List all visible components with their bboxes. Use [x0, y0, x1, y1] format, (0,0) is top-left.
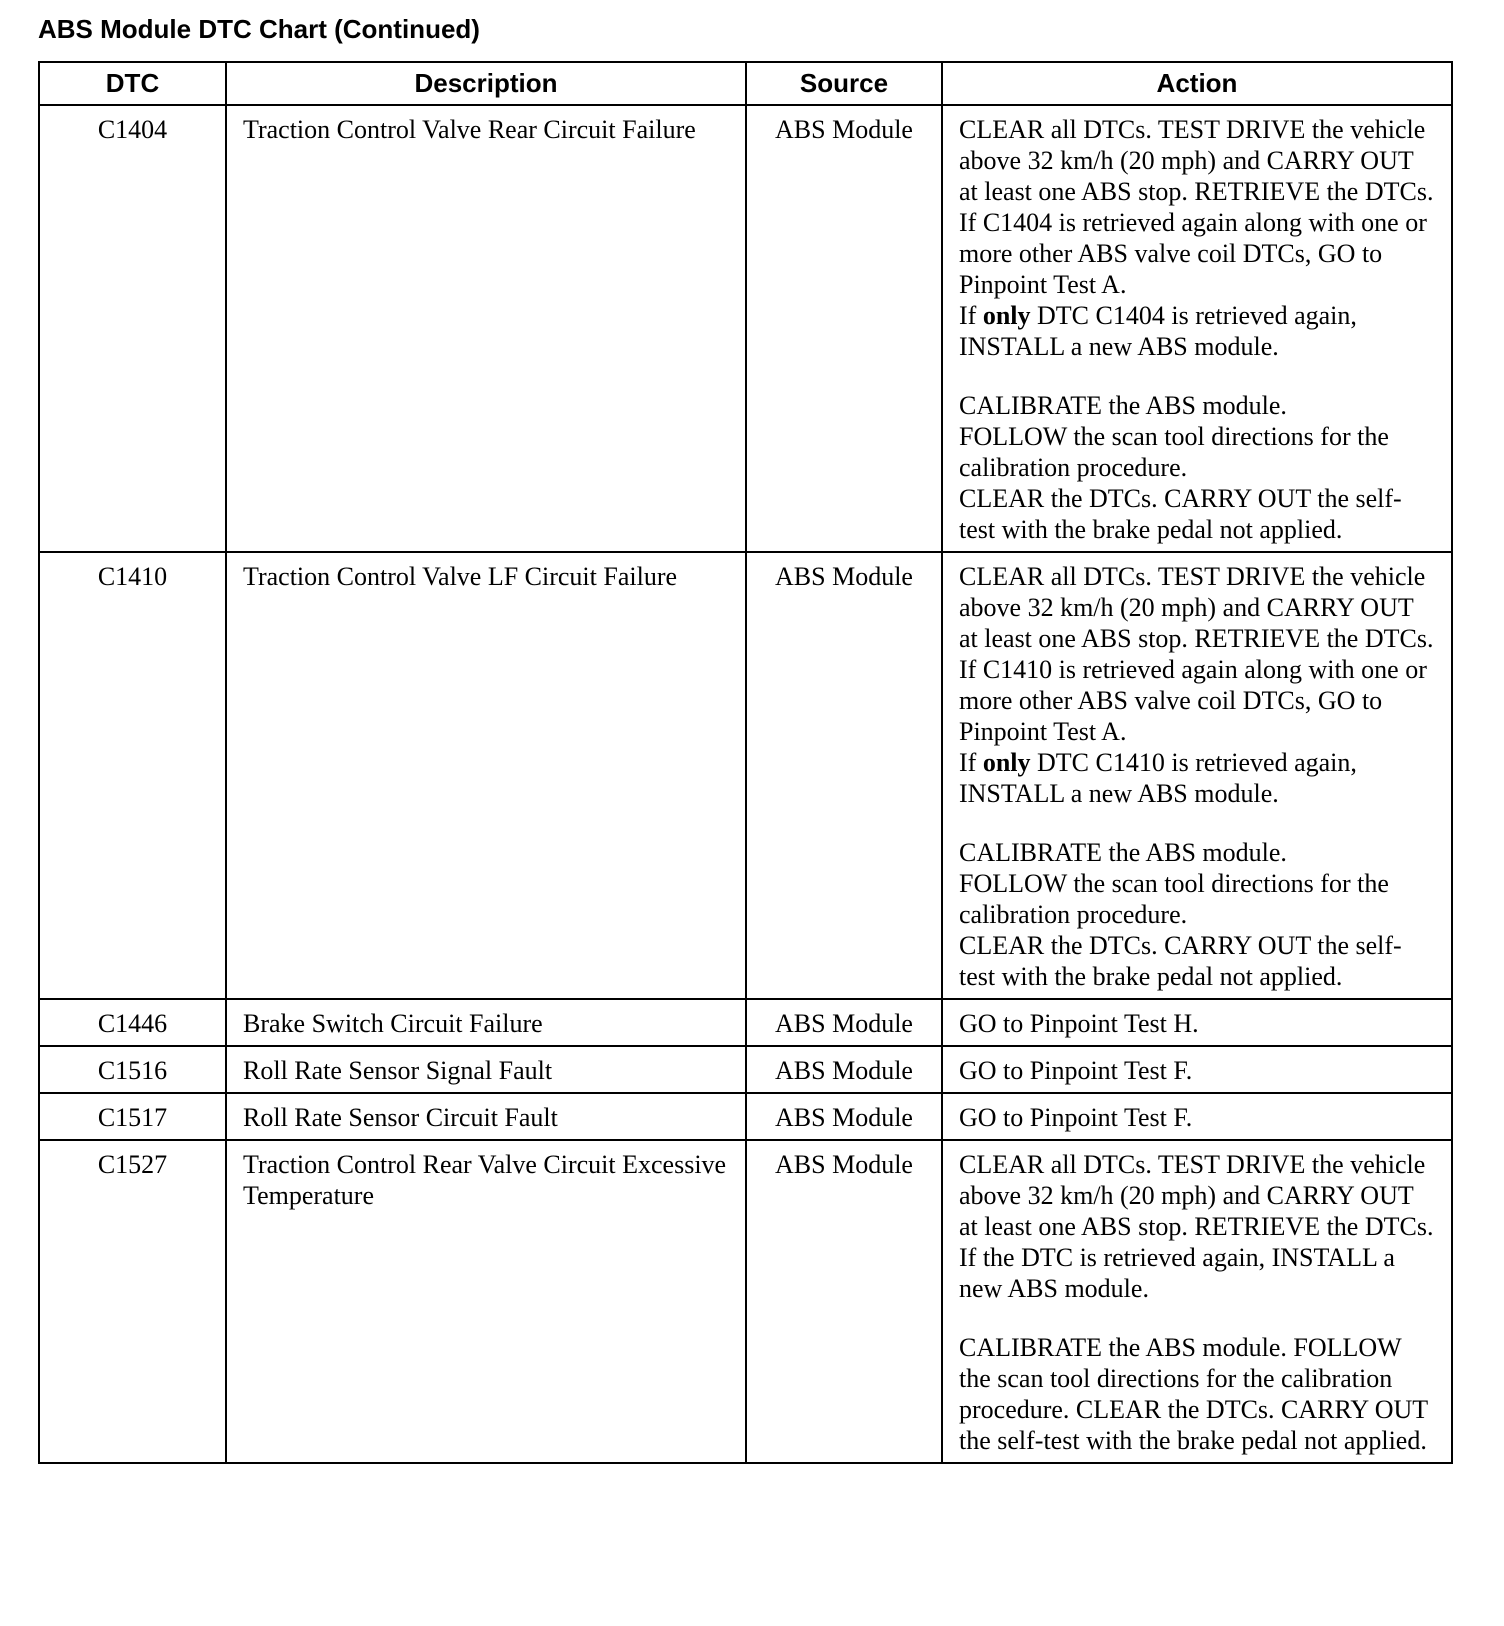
column-header-action: Action — [942, 62, 1452, 105]
table-row — [39, 1093, 1452, 1140]
dtc-action: GO to Pinpoint Test F. — [942, 1046, 1452, 1093]
dtc-code: C1410 — [39, 552, 226, 999]
action-text: FOLLOW the scan tool directions for the calibration procedure. — [959, 422, 1389, 482]
dtc-source: ABS Module — [746, 1093, 942, 1140]
action-text: CLEAR all DTCs. TEST DRIVE the vehicle above 32 km/h (20 mph) and CARRY OUT at least one ABS stop. RETRIEVE the DTCs. — [959, 562, 1434, 653]
dtc-code: C1516 — [39, 1046, 226, 1093]
action-text: CLEAR all DTCs. TEST DRIVE the vehicle above 32 km/h (20 mph) and CARRY OUT at least one ABS stop. RETRIEVE the DTCs. — [959, 115, 1434, 206]
action-text: CALIBRATE the ABS module. — [959, 838, 1287, 867]
dtc-code: C1446 — [39, 999, 226, 1046]
action-text: CALIBRATE the ABS module. FOLLOW the scan tool directions for the calibration procedure. CLEAR the DTCs. CARRY OUT the self-test with the brake pedal not applied. — [959, 1333, 1428, 1455]
dtc-description: Traction Control Rear Valve Circuit Excessive Temperature — [226, 1140, 746, 1463]
emphasis-only: only — [982, 301, 1031, 330]
dtc-description: Traction Control Valve Rear Circuit Failure — [226, 105, 746, 552]
calibration-steps — [959, 390, 1437, 545]
dtc-table — [38, 61, 1453, 1464]
dtc-description: Traction Control Valve LF Circuit Failure — [226, 552, 746, 999]
dtc-action — [942, 552, 1452, 999]
header-row — [39, 62, 1452, 105]
dtc-description: Roll Rate Sensor Circuit Fault — [226, 1093, 746, 1140]
dtc-action: GO to Pinpoint Test F. — [942, 1093, 1452, 1140]
table-row — [39, 1046, 1452, 1093]
table-row — [39, 999, 1452, 1046]
dtc-description: Brake Switch Circuit Failure — [226, 999, 746, 1046]
action-steps — [959, 561, 1437, 809]
dtc-source: ABS Module — [746, 1046, 942, 1093]
action-text: CALIBRATE the ABS module. — [959, 391, 1287, 420]
page-title: ABS Module DTC Chart (Continued) — [38, 14, 480, 44]
dtc-source: ABS Module — [746, 999, 942, 1046]
action-steps — [959, 114, 1437, 362]
calibration-steps — [959, 837, 1437, 992]
action-text: CLEAR all DTCs. TEST DRIVE the vehicle above 32 km/h (20 mph) and CARRY OUT at least one ABS stop. RETRIEVE the DTCs. If the DTC is retrieved again, INSTALL a new ABS module. — [959, 1150, 1434, 1303]
dtc-description: Roll Rate Sensor Signal Fault — [226, 1046, 746, 1093]
action-text: CLEAR the DTCs. CARRY OUT the self-test with the brake pedal not applied. — [959, 484, 1402, 544]
dtc-code: C1404 — [39, 105, 226, 552]
action-text: FOLLOW the scan tool directions for the calibration procedure. — [959, 869, 1389, 929]
dtc-action: GO to Pinpoint Test H. — [942, 999, 1452, 1046]
dtc-code: C1517 — [39, 1093, 226, 1140]
column-header-dtc: DTC — [39, 62, 226, 105]
column-header-source: Source — [746, 62, 942, 105]
action-text: If only DTC C1404 is retrieved again, INSTALL a new ABS module. — [959, 301, 1357, 361]
table-row — [39, 552, 1452, 999]
action-text: CLEAR the DTCs. CARRY OUT the self-test with the brake pedal not applied. — [959, 931, 1402, 991]
column-header-description: Description — [226, 62, 746, 105]
emphasis-only: only — [982, 748, 1031, 777]
dtc-action — [942, 1140, 1452, 1463]
action-text: If only DTC C1410 is retrieved again, INSTALL a new ABS module. — [959, 748, 1357, 808]
table-row — [39, 105, 1452, 552]
action-text: If C1410 is retrieved again along with one or more other ABS valve coil DTCs, GO to Pinpoint Test A. — [959, 655, 1427, 746]
dtc-source: ABS Module — [746, 552, 942, 999]
table-row — [39, 1140, 1452, 1463]
dtc-source: ABS Module — [746, 105, 942, 552]
dtc-action — [942, 105, 1452, 552]
action-text: If C1404 is retrieved again along with one or more other ABS valve coil DTCs, GO to Pinpoint Test A. — [959, 208, 1427, 299]
dtc-code: C1527 — [39, 1140, 226, 1463]
dtc-source: ABS Module — [746, 1140, 942, 1463]
